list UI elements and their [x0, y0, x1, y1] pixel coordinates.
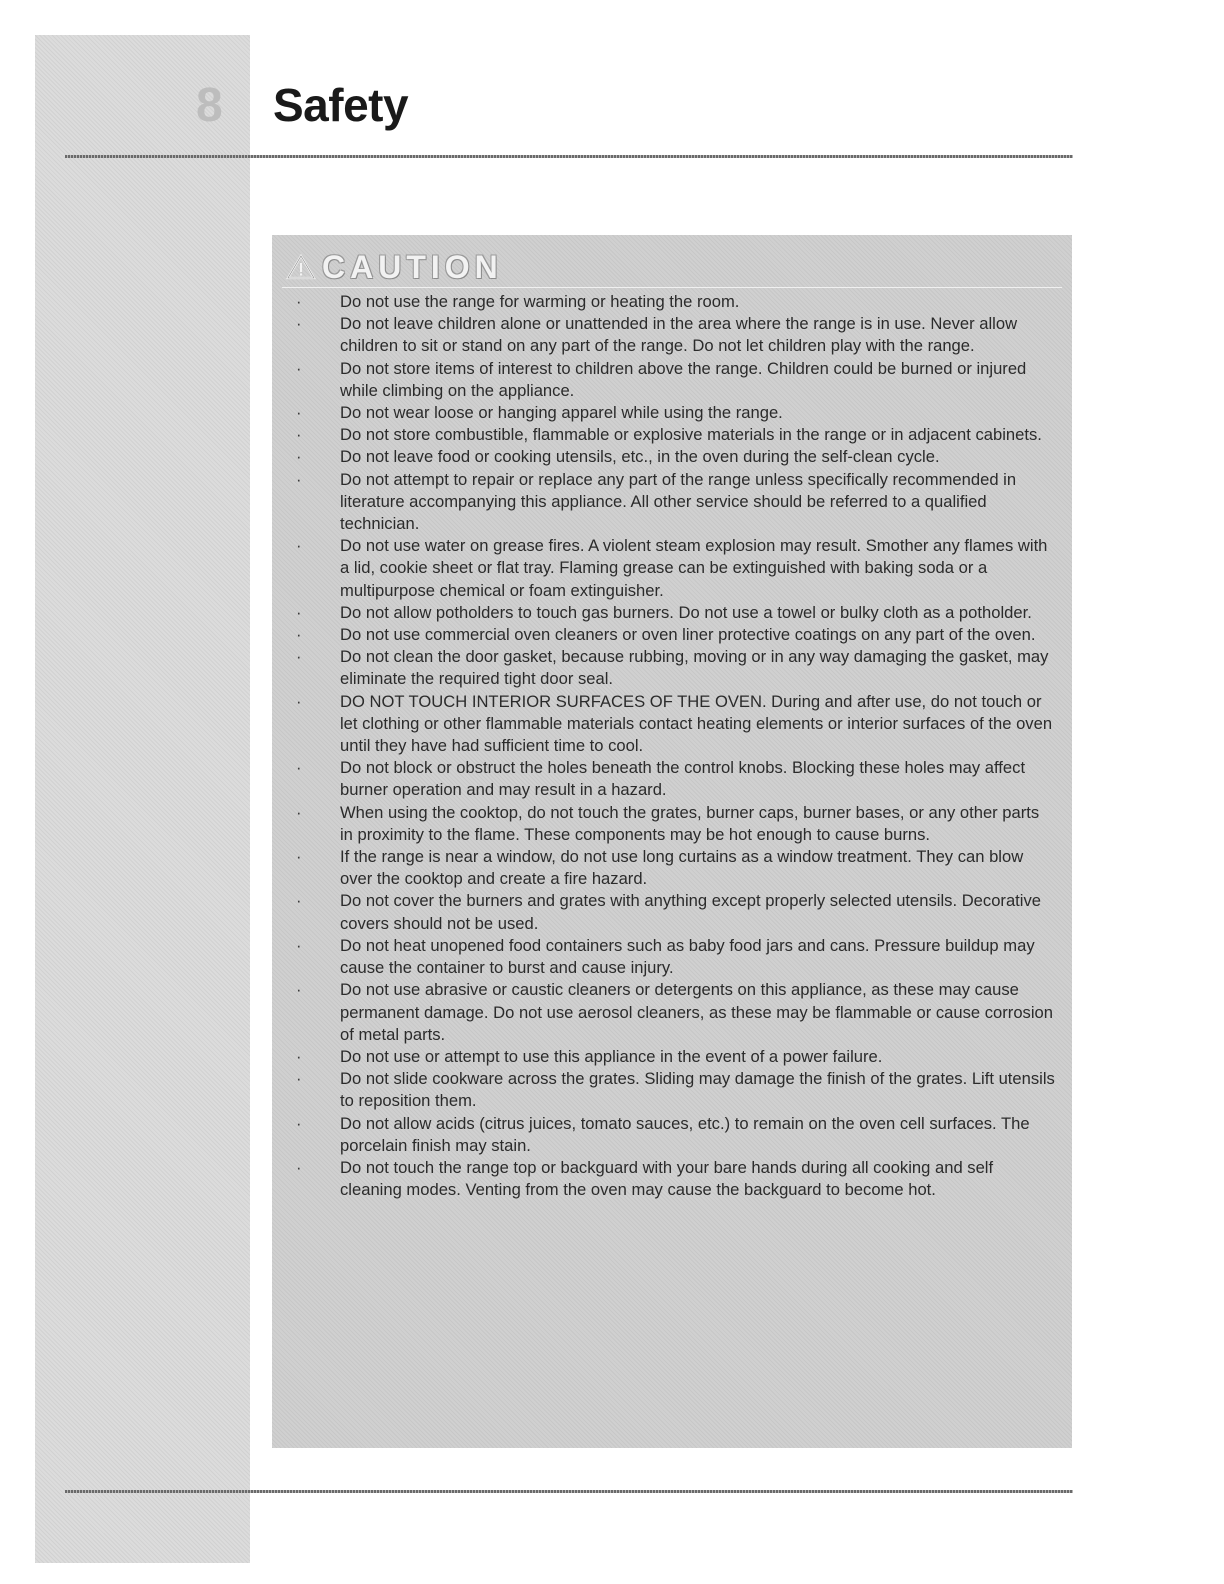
caution-item: · Do not use or attempt to use this appliance in the event of a power failure.: [296, 1046, 1056, 1068]
warning-triangle-icon: [286, 254, 316, 280]
caution-item: · Do not leave children alone or unattended in the area where the range is in use. Never allow children to sit or stand on any part of the range. Do not let children play with the range.: [296, 313, 1056, 357]
caution-item: · Do not attempt to repair or replace any part of the range unless specifically recommended in literature accompanying this appliance. All other service should be referred to a qualified technician.: [296, 469, 1056, 536]
caution-item: · DO NOT TOUCH INTERIOR SURFACES OF THE OVEN. During and after use, do not touch or let clothing or other flammable materials contact heating elements or interior surfaces of the oven until they have had sufficient time to cool.: [296, 691, 1056, 758]
caution-item: · If the range is near a window, do not use long curtains as a window treatment. They can blow over the cooktop and create a fire hazard.: [296, 846, 1056, 890]
caution-item: · Do not clean the door gasket, because rubbing, moving or in any way damaging the gasket, may eliminate the required tight door seal.: [296, 646, 1056, 690]
caution-item: · Do not cover the burners and grates with anything except properly selected utensils. Decorative covers should not be used.: [296, 890, 1056, 934]
caution-item: · Do not use water on grease fires. A violent steam explosion may result. Smother any flames with a lid, cookie sheet or flat tray. Flaming grease can be extinguished with baking soda or a multipurpose chemical or foam extinguisher.: [296, 535, 1056, 602]
caution-item: · Do not slide cookware across the grates. Sliding may damage the finish of the grates. Lift utensils to reposition them.: [296, 1068, 1056, 1112]
caution-item: · Do not heat unopened food containers such as baby food jars and cans. Pressure buildup may cause the container to burst and cause injury.: [296, 935, 1056, 979]
caution-item: · Do not use abrasive or caustic cleaners or detergents on this appliance, as these may cause permanent damage. Do not use aerosol cleaners, as these may be flammable or cause corrosion of metal parts.: [296, 979, 1056, 1046]
caution-title: CAUTION: [322, 249, 503, 285]
footer-rule: [65, 1490, 1073, 1493]
caution-item: · Do not leave food or cooking utensils, etc., in the oven during the self-clean cycle.: [296, 446, 1056, 468]
caution-item: · Do not allow potholders to touch gas burners. Do not use a towel or bulky cloth as a potholder.: [296, 602, 1056, 624]
caution-item: · Do not store combustible, flammable or explosive materials in the range or in adjacent cabinets.: [296, 424, 1056, 446]
caution-item: · Do not touch the range top or backguard with your bare hands during all cooking and self cleaning modes. Venting from the oven may cause the backguard to become hot.: [296, 1157, 1056, 1201]
caution-item: · Do not block or obstruct the holes beneath the control knobs. Blocking these holes may affect burner operation and may result in a hazard.: [296, 757, 1056, 801]
page-number: 8: [196, 79, 223, 132]
side-band: [35, 35, 250, 1563]
caution-item: · Do not wear loose or hanging apparel while using the range.: [296, 402, 1056, 424]
caution-item: · When using the cooktop, do not touch the grates, burner caps, burner bases, or any other parts in proximity to the flame. These components may be hot enough to cause burns.: [296, 802, 1056, 846]
caution-header: [286, 249, 503, 285]
header-rule: [65, 155, 1073, 158]
caution-list: [296, 291, 1056, 1201]
page-title: Safety: [273, 79, 409, 131]
caution-item: · Do not allow acids (citrus juices, tomato sauces, etc.) to remain on the oven cell surfaces. The porcelain finish may stain.: [296, 1113, 1056, 1157]
caution-item: · Do not store items of interest to children above the range. Children could be burned or injured while climbing on the appliance.: [296, 358, 1056, 402]
caution-item: · Do not use commercial oven cleaners or oven liner protective coatings on any part of the oven.: [296, 624, 1056, 646]
caution-divider: [282, 287, 1062, 288]
caution-box: [272, 235, 1072, 1448]
caution-item: · Do not use the range for warming or heating the room.: [296, 291, 1056, 313]
